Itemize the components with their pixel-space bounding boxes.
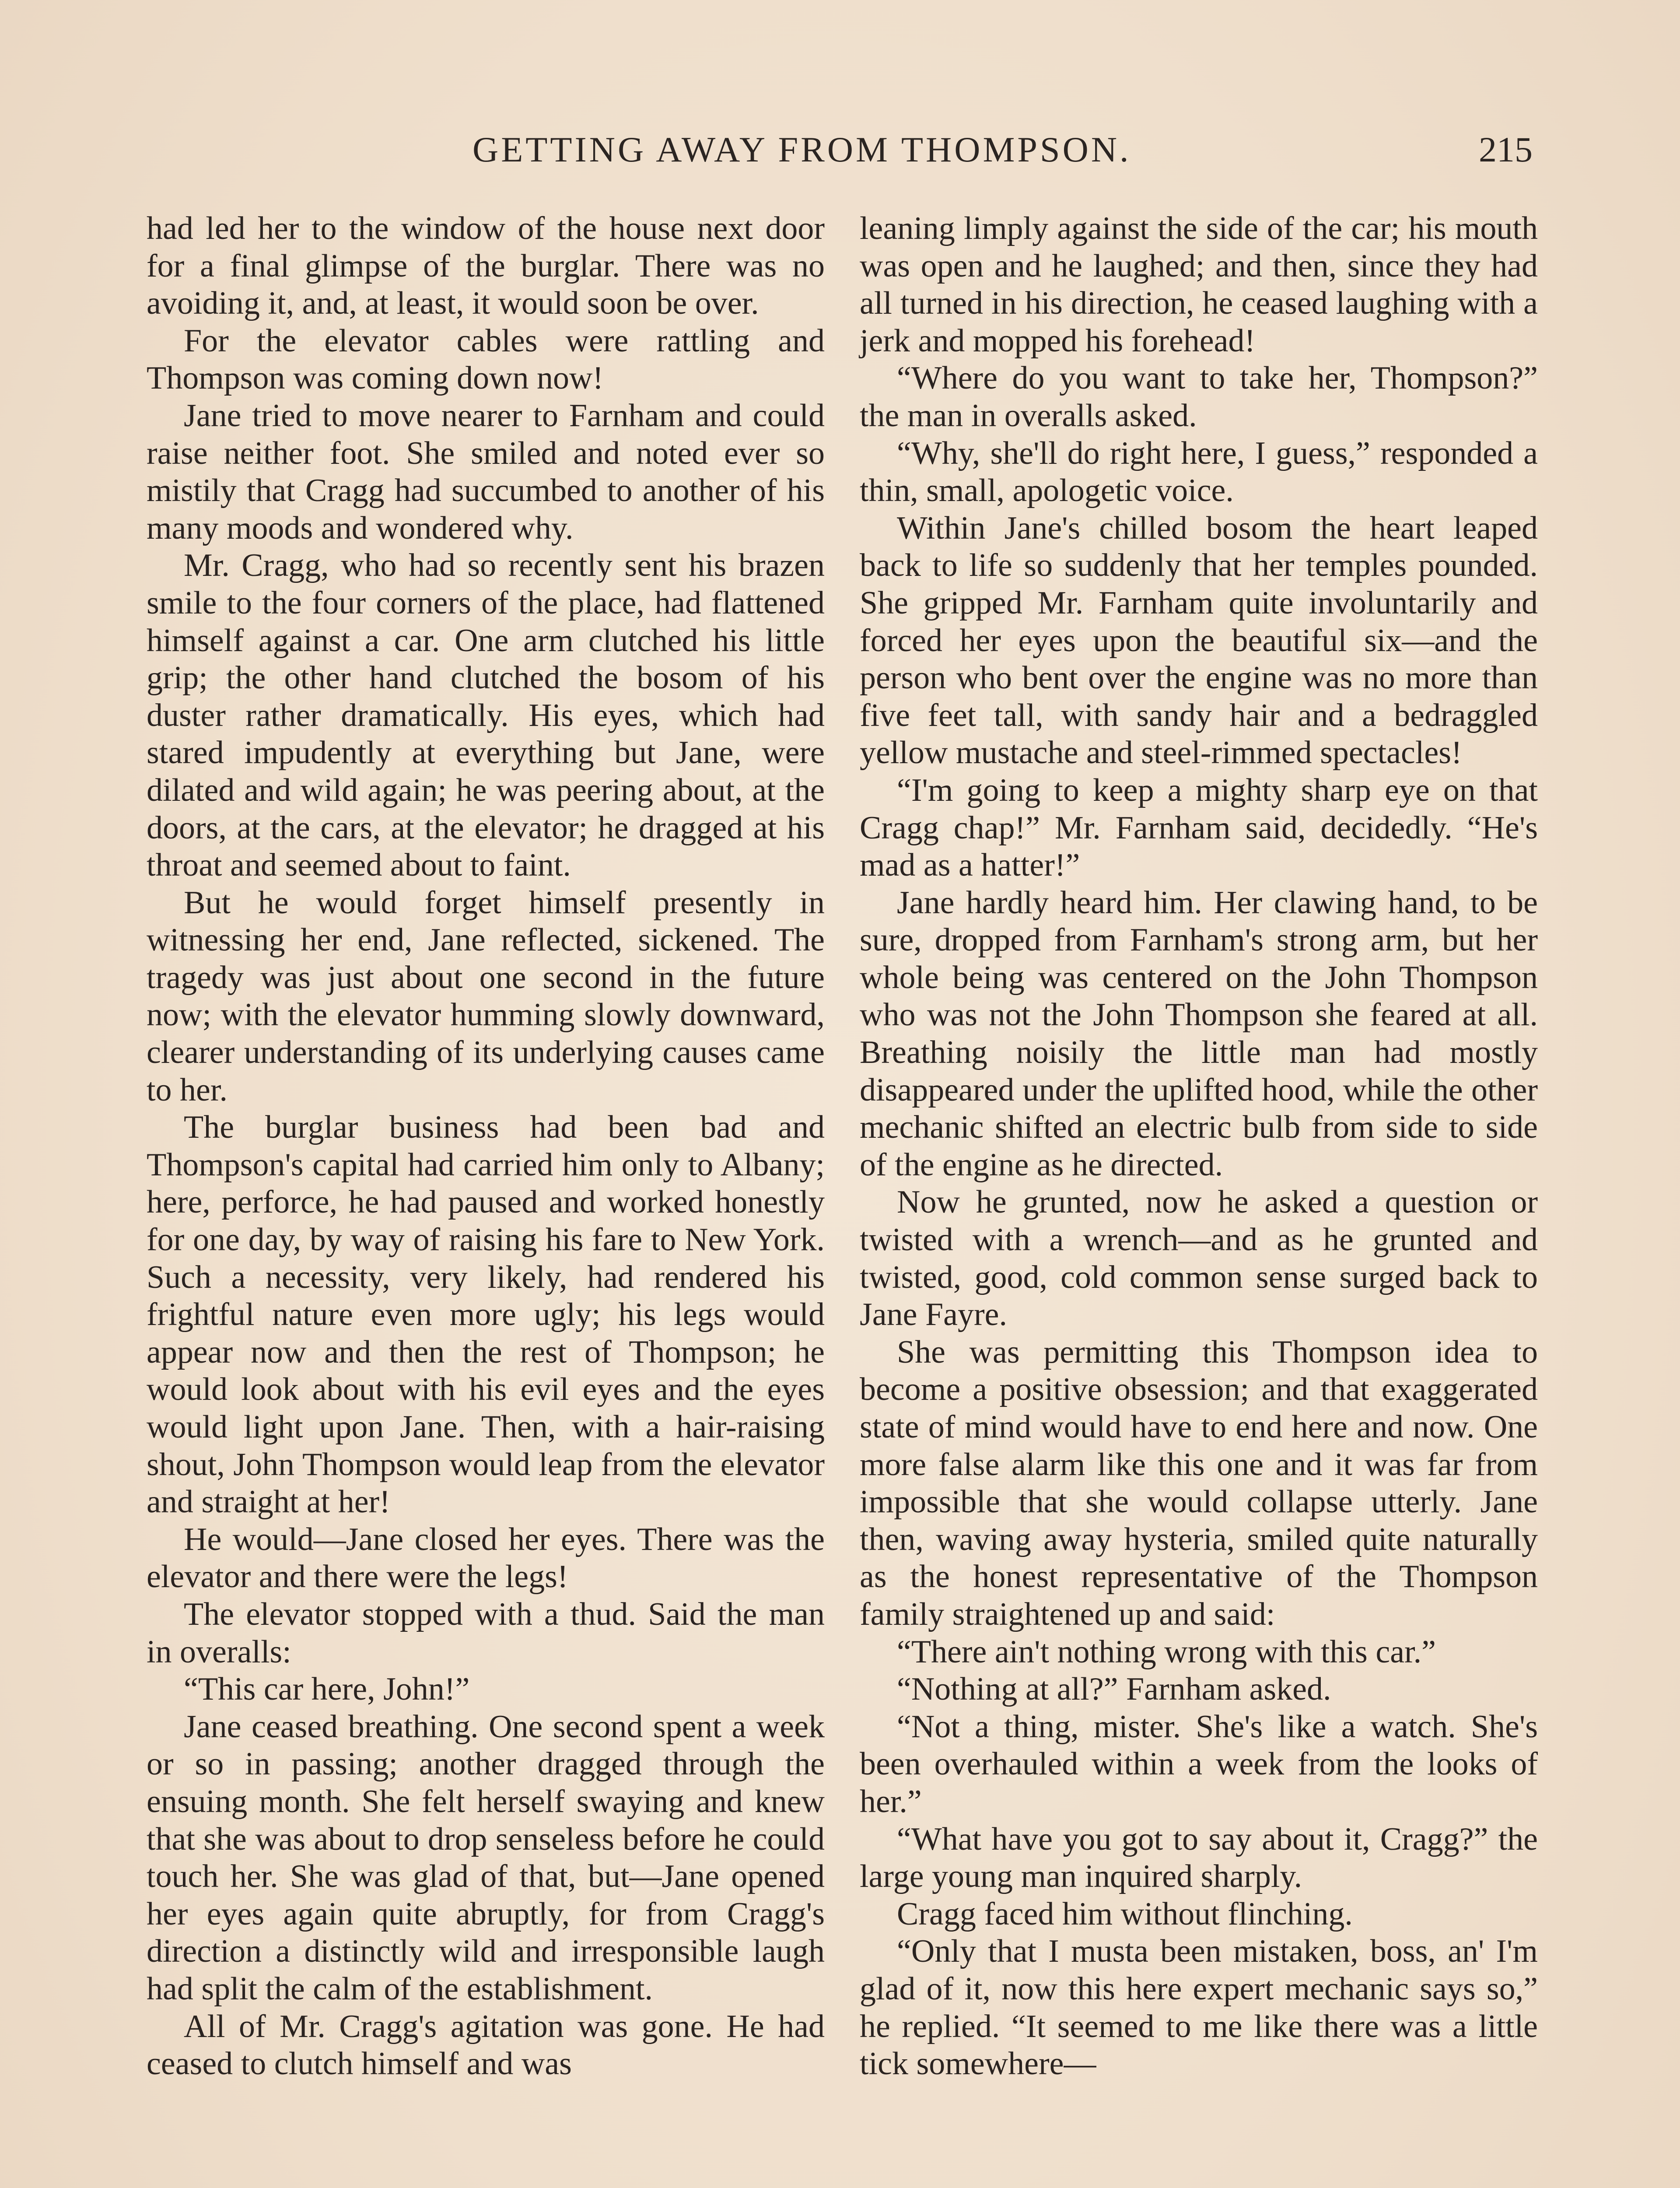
- right-column: [860, 210, 1538, 2083]
- paragraph: He would—Jane closed her eyes. There was the elevator and there were the legs!: [147, 1521, 825, 1595]
- paragraph: “What have you got to say about it, Cragg?” the large young man inquired sharply.: [860, 1821, 1538, 1895]
- page-number: 215: [1479, 130, 1533, 169]
- paragraph: The elevator stopped with a thud. Said the man in overalls:: [147, 1596, 825, 1670]
- paragraph: “Why, she'll do right here, I guess,” responded a thin, small, apologetic voice.: [860, 435, 1538, 509]
- paragraph: She was permitting this Thompson idea to become a positive obsession; and that exaggerated state of mind would have to end here and now. One more false alarm like this one and it was far from impossible that she would collapse utterly. Jane then, waving away hysteria, smiled quite naturally as the honest representative of the Thompson family straightened up and said:: [860, 1334, 1538, 1632]
- paragraph: “Only that I musta been mistaken, boss, an' I'm glad of it, now this here expert mechanic says so,” he replied. “It seemed to me like there was a little tick somewhere—: [860, 1933, 1538, 2082]
- paragraph: Jane ceased breathing. One second spent a week or so in passing; another dragged through the ensuing month. She felt herself swaying and knew that she was about to drop senseless before he could touch her. She was glad of that, but—Jane opened her eyes again quite abruptly, for from Cragg's direction a distinctly wild and irresponsible laugh had split the calm of the establishment.: [147, 1708, 825, 2007]
- left-column: [147, 210, 825, 2083]
- paragraph: But he would forget himself presently in witnessing her end, Jane reflected, sickened. The tragedy was just about one second in the future now; with the elevator humming slowly downward, clearer understanding of its underlying causes came to her.: [147, 884, 825, 1108]
- paragraph: “Not a thing, mister. She's like a watch. She's been overhauled within a week from the looks of her.”: [860, 1708, 1538, 1820]
- paragraph: had led her to the window of the house next door for a final glimpse of the burglar. There was no avoiding it, and, at least, it would soon be over.: [147, 210, 825, 322]
- paragraph: Now he grunted, now he asked a question or twisted with a wrench—and as he grunted and twisted, good, cold common sense surged back to Jane Fayre.: [860, 1184, 1538, 1333]
- paragraph: “This car here, John!”: [184, 1671, 470, 1708]
- paragraph: Within Jane's chilled bosom the heart leaped back to life so suddenly that her temples pounded. She gripped Mr. Farnham quite involuntarily and forced her eyes upon the beautiful six—and the person who bent over the engine was no more than five feet tall, with sandy hair and a bedraggled yellow mustache and steel-rimmed spectacles!: [860, 510, 1538, 771]
- paragraph: “Where do you want to take her, Thompson?” the man in overalls asked.: [860, 360, 1538, 434]
- running-title: GETTING AWAY FROM THOMPSON.: [472, 130, 1131, 169]
- paragraph: The burglar business had been bad and Thompson's capital had carried him only to Albany; here, perforce, he had paused and worked honestly for one day, by way of raising his fare to New York. Such a necessity, very likely, had rendered his frightful nature even more ugly; his legs would appear now and then the rest of Thompson; he would look about with his evil eyes and the eyes would light upon Jane. Then, with a hair-raising shout, John Thompson would leap from the elevator and straight at her!: [147, 1109, 825, 1520]
- paragraph: Jane hardly heard him. Her clawing hand, to be sure, dropped from Farnham's strong arm, but her whole being was centered on the John Thompson who was not the John Thompson she feared at all. Breathing noisily the little man had mostly disappeared under the uplifted hood, while the other mechanic shifted an electric bulb from side to side of the engine as he directed.: [860, 884, 1538, 1183]
- paragraph: “Nothing at all?” Farnham asked.: [897, 1671, 1331, 1708]
- paragraph: Mr. Cragg, who had so recently sent his brazen smile to the four corners of the place, had flattened himself against a car. One arm clutched his little grip; the other hand clutched the bosom of his duster rather dramatically. His eyes, which had stared impudently at everything but Jane, were dilated and wild again; he was peering about, at the doors, at the cars, at the elevator; he dragged at his throat and seemed about to faint.: [147, 547, 825, 884]
- paragraph: Cragg faced him without flinching.: [897, 1896, 1353, 1932]
- paragraph: For the elevator cables were rattling and Thompson was coming down now!: [147, 323, 825, 396]
- paragraph: All of Mr. Cragg's agitation was gone. He had ceased to clutch himself and was: [147, 2008, 825, 2082]
- paragraph: leaning limply against the side of the car; his mouth was open and he laughed; and then, since they had all turned in his direction, he ceased laughing with a jerk and mopped his forehead!: [860, 210, 1538, 359]
- paragraph: “There ain't nothing wrong with this car.”: [897, 1634, 1436, 1670]
- paragraph: “I'm going to keep a mighty sharp eye on that Cragg chap!” Mr. Farnham said, decidedly. “He's mad as a hatter!”: [860, 772, 1538, 884]
- paragraph: Jane tried to move nearer to Farnham and could raise neither foot. She smiled and noted ever so mistily that Cragg had succumbed to another of his many moods and wondered why.: [147, 397, 825, 546]
